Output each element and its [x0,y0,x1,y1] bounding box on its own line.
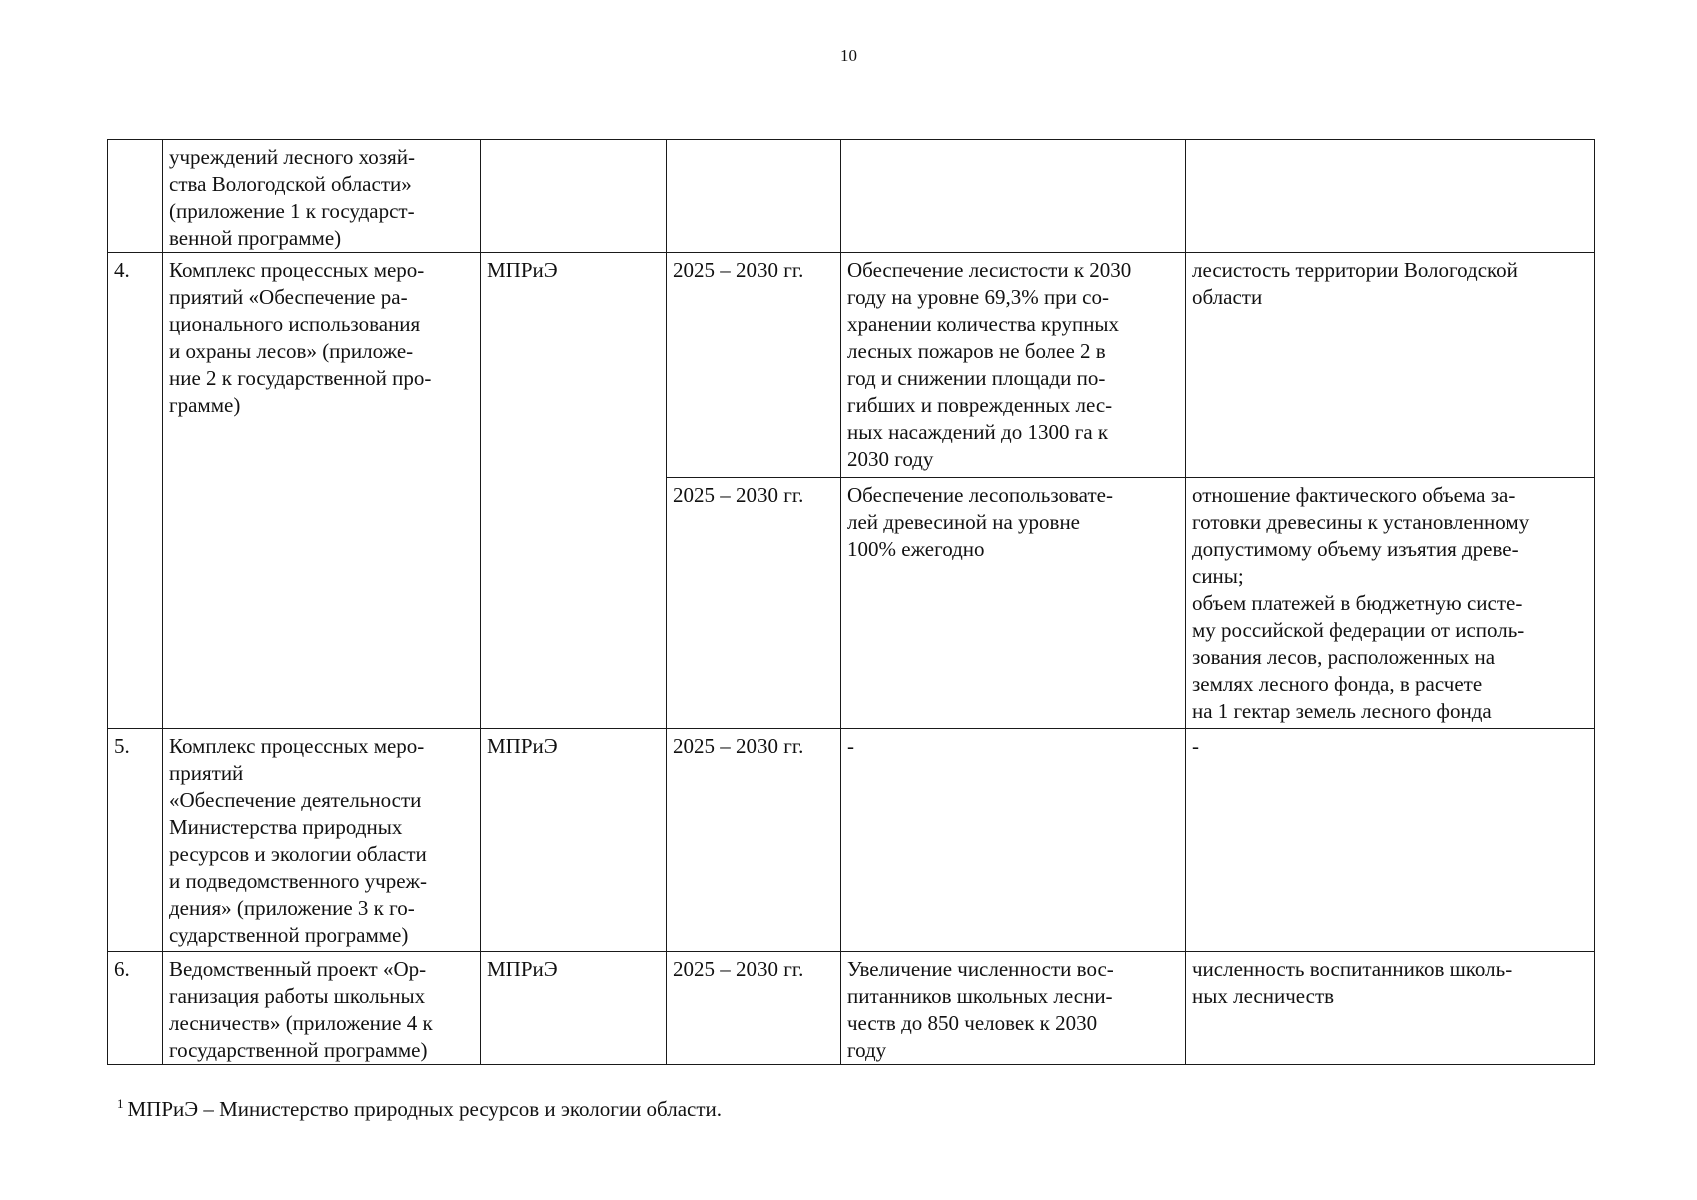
indicator-cell: отношение фактического объема за- готовки древесины к установленному допустимому объему изъятия древе- сины; объем платежей в бюджетную систе- му российской федерации от исполь- зования лесов, расположенных на землях лесного фонда, в расчете на 1 гектар земель лесного фонда [1186,478,1595,729]
footnote-text: МПРиЭ – Министерство природных ресурсов и экологии области. [127,1097,723,1121]
period-cell: 2025 – 2030 гг. [667,478,841,729]
period-cell: 2025 – 2030 гг. [667,253,841,478]
program-name-cell: Комплекс процессных меро- приятий «Обеспечение деятельности Министерства природных ресурсов и экологии области и подведомственного учреж- дения» (приложение 3 к го- сударственной программе) [163,729,481,952]
result-cell: Увеличение численности вос- питанников школьных лесни- честв до 850 человек к 2030 году [841,952,1186,1065]
period-cell: 2025 – 2030 гг. [667,729,841,952]
table-row [108,253,1595,478]
indicator-cell: - [1186,729,1595,952]
result-cell: Обеспечение лесопользовате- лей древесиной на уровне 100% ежегодно [841,478,1186,729]
table-row [108,140,1595,253]
row-number-cell: 4. [108,253,163,729]
table-row [108,729,1595,952]
row-number-cell: 6. [108,952,163,1065]
footnote [117,1090,722,1123]
indicator-cell: лесистость территории Вологодской области [1186,253,1595,478]
program-name-cell: Ведомственный проект «Ор- ганизация работы школьных лесничеств» (приложение 4 к государственной программе) [163,952,481,1065]
program-table [107,139,1595,1065]
responsible-cell: МПРиЭ [481,729,667,952]
responsible-cell: МПРиЭ [481,253,667,729]
result-cell: - [841,729,1186,952]
program-name-cell: учреждений лесного хозяй- ства Вологодской области» (приложение 1 к государст- венной программе) [163,140,481,253]
period-cell: 2025 – 2030 гг. [667,952,841,1065]
indicator-cell [1186,140,1595,253]
program-name-cell: Комплекс процессных меро- приятий «Обеспечение ра- ционального использования и охраны лесов» (приложе- ние 2 к государственной про- грамме) [163,253,481,729]
responsible-cell [481,140,667,253]
indicator-cell: численность воспитанников школь- ных лесничеств [1186,952,1595,1065]
responsible-cell: МПРиЭ [481,952,667,1065]
page-number: 10 [840,46,857,65]
period-cell [667,140,841,253]
table-row [108,952,1595,1065]
row-number-cell [108,140,163,253]
result-cell: Обеспечение лесистости к 2030 году на уровне 69,3% при со- хранении количества крупных лесных пожаров не более 2 в год и снижении площади по- гибших и поврежденных лес- ных насаждений до 1300 га к 2030 году [841,253,1186,478]
row-number-cell: 5. [108,729,163,952]
result-cell [841,140,1186,253]
footnote-marker: 1 [117,1096,124,1111]
